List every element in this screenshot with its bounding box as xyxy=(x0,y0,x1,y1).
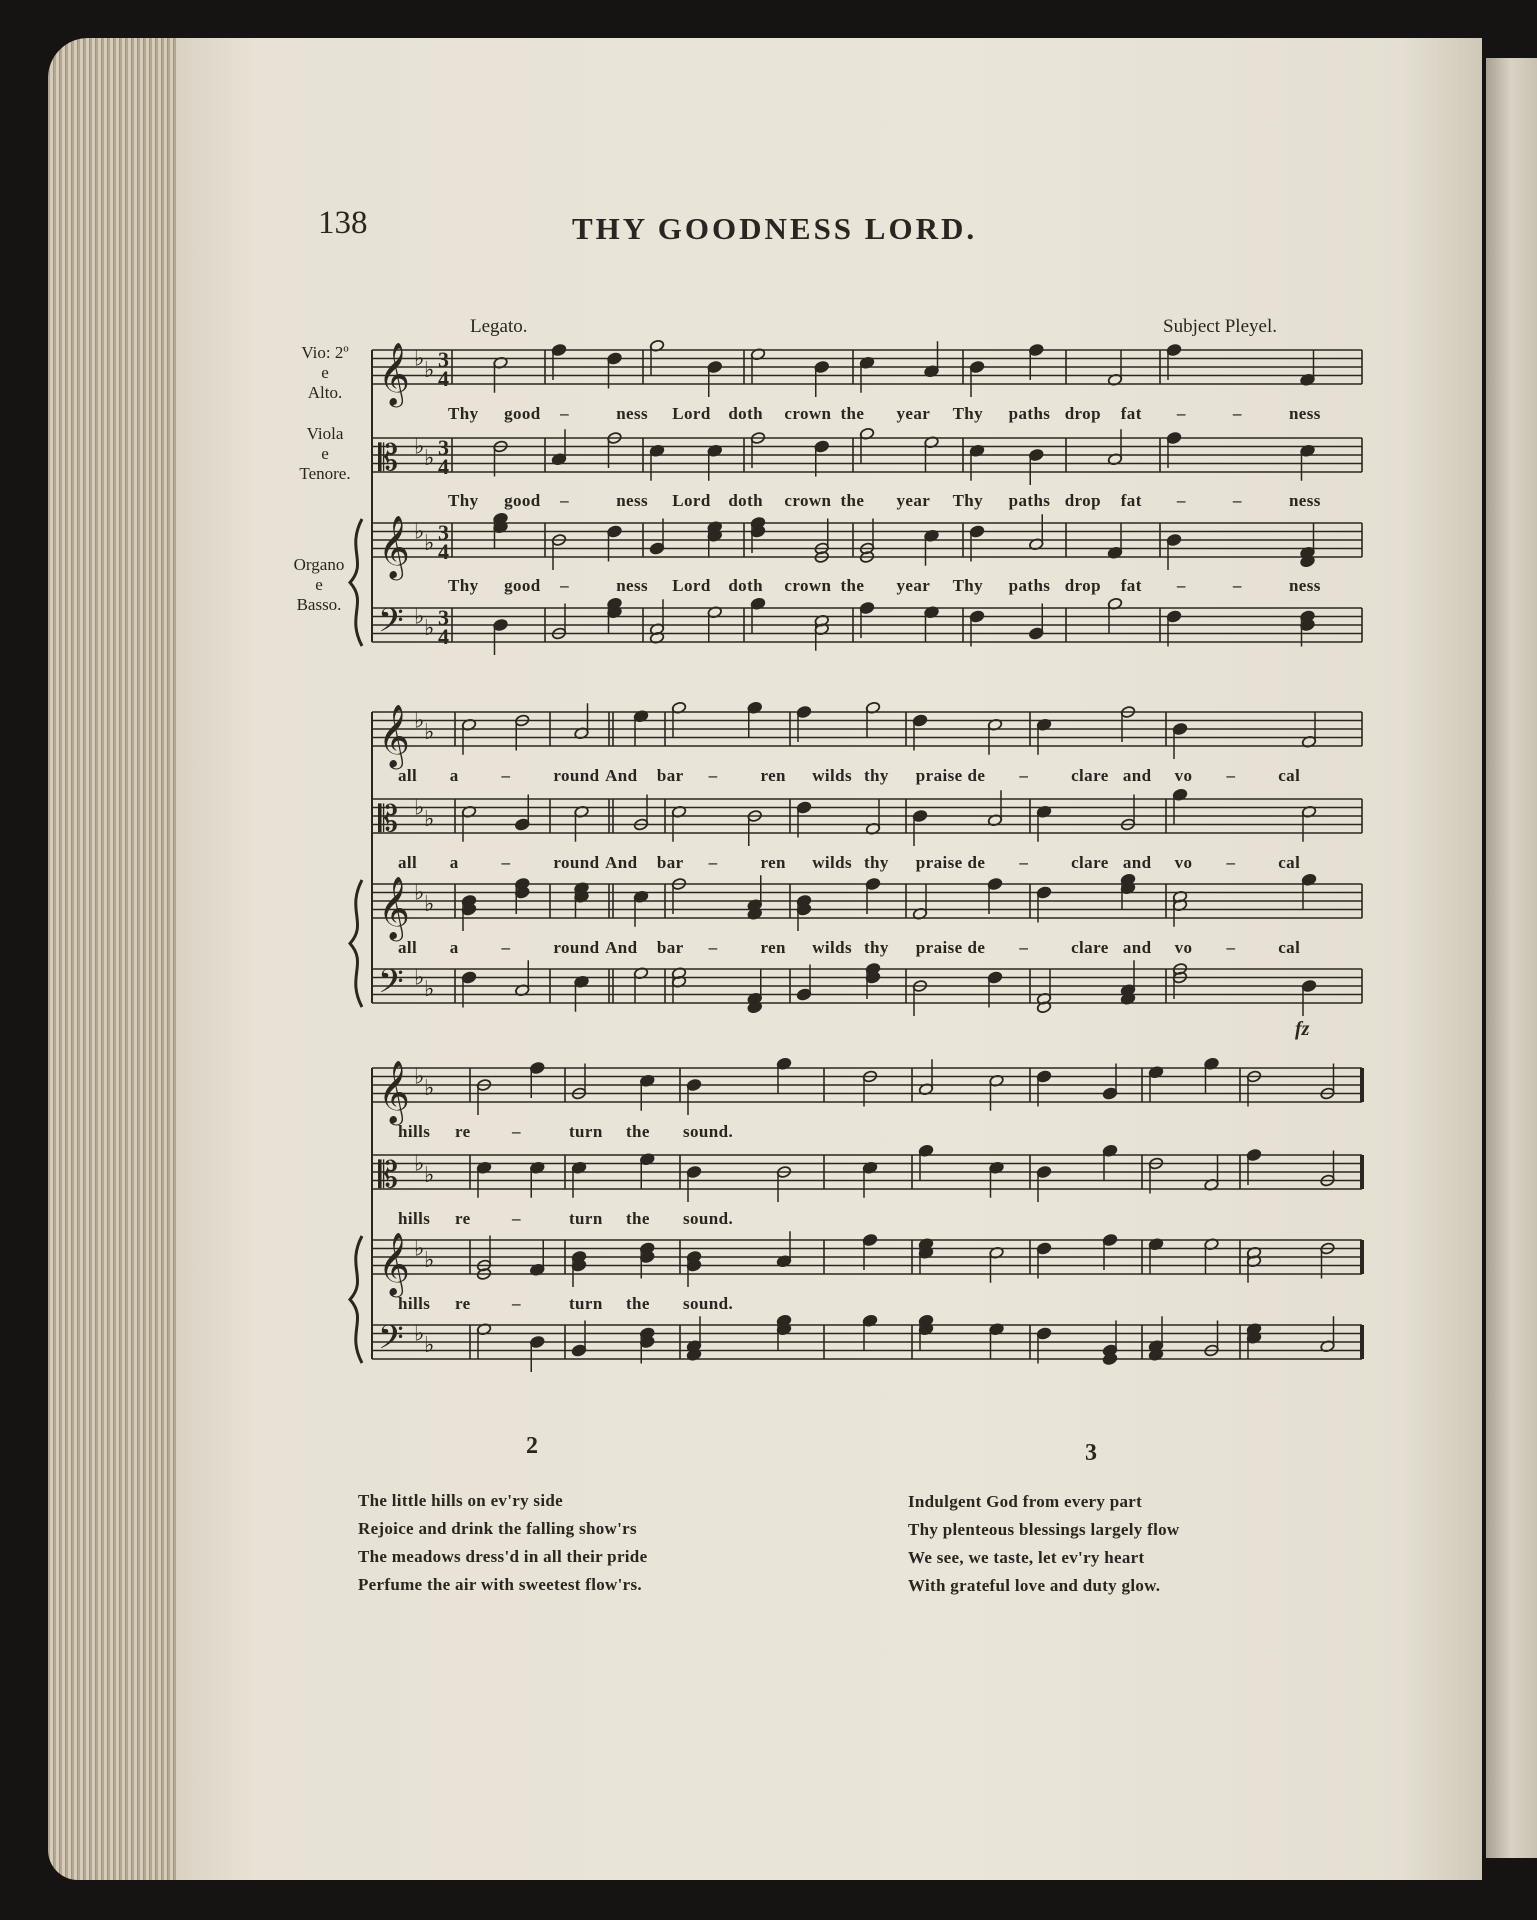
verse-2-line-1: The little hills on ev'ry side xyxy=(358,1491,563,1510)
lyric-syllable: Thy xyxy=(448,576,479,595)
lyric-syllable: praise xyxy=(915,853,963,872)
verse-2-line-2: Rejoice and drink the falling show'rs xyxy=(358,1519,637,1538)
lyric-syllable: fat xyxy=(1120,576,1142,595)
flat-icon: ♭ xyxy=(414,795,425,821)
lyric-syllable: ren xyxy=(760,853,786,872)
flat-icon: ♭ xyxy=(414,1064,425,1090)
alto-clef-icon: 𝄡 xyxy=(378,1155,399,1196)
lyric-syllable: wilds xyxy=(812,853,853,872)
flat-icon: ♭ xyxy=(424,616,435,642)
part-label-organ: Organo e Basso. xyxy=(293,555,345,614)
lyric-syllable: – xyxy=(708,938,718,957)
verse-2-line-4: Perfume the air with sweetest flow'rs. xyxy=(358,1575,642,1594)
lyric-syllable: year xyxy=(896,576,931,595)
lyric-syllable: crown xyxy=(784,576,832,595)
lyric-syllable: wilds xyxy=(812,766,853,785)
organ-brace xyxy=(350,1236,362,1363)
flat-icon: ♭ xyxy=(424,977,435,1003)
lyric-syllable: hills xyxy=(398,1294,431,1313)
lyric-syllable: fat xyxy=(1120,491,1142,510)
time-signature-top: 3 xyxy=(438,605,449,630)
verse-2 xyxy=(358,1487,647,1599)
lyric-syllable: vo xyxy=(1174,766,1193,785)
bass-clef-icon: 𝄢 xyxy=(378,602,404,648)
lyric-syllable: de xyxy=(967,766,986,785)
lyric-syllable: all xyxy=(398,766,418,785)
lyric-syllable: Lord xyxy=(672,576,711,595)
lyric-syllable: And xyxy=(605,766,638,785)
verse-number-3: 3 xyxy=(1085,1440,1097,1466)
flat-icon: ♭ xyxy=(414,519,425,545)
lyric-syllable: thy xyxy=(864,853,889,872)
lyric-syllable: wilds xyxy=(812,938,853,957)
lyric-syllable: round xyxy=(553,853,600,872)
lyric-syllable: ren xyxy=(760,938,786,957)
lyric-syllable: sound. xyxy=(683,1294,734,1313)
lyric-syllable: year xyxy=(896,404,931,423)
lyric-syllable: all xyxy=(398,938,418,957)
lyric-syllable: sound. xyxy=(683,1122,734,1141)
lyric-syllable: paths xyxy=(1008,576,1051,595)
lyric-syllable: the xyxy=(840,404,865,423)
flat-icon: ♭ xyxy=(424,1163,435,1189)
composer-credit: Subject Pleyel. xyxy=(1163,316,1277,337)
lyric-syllable: de xyxy=(967,853,986,872)
flat-icon: ♭ xyxy=(414,1151,425,1177)
dynamic-marking: fz xyxy=(1295,1018,1310,1040)
tempo-marking: Legato. xyxy=(470,316,528,337)
lyric-syllable: year xyxy=(896,491,931,510)
bass-clef-icon: 𝄢 xyxy=(378,1319,404,1365)
lyric-syllable: – xyxy=(1226,938,1236,957)
lyric-syllable: all xyxy=(398,853,418,872)
lyric-syllable: thy xyxy=(864,938,889,957)
lyric-syllable: – xyxy=(512,1122,521,1141)
verse-3-line-2: Thy plenteous blessings largely flow xyxy=(908,1520,1180,1539)
lyric-syllable: praise xyxy=(915,766,963,785)
lyric-syllable: hills xyxy=(398,1122,431,1141)
lyric-syllable: ness xyxy=(1288,491,1321,510)
flat-icon: ♭ xyxy=(424,1248,435,1274)
verse-2-line-3: The meadows dress'd in all their pride xyxy=(358,1547,648,1566)
part-label-alto: Vio: 2º e Alto. xyxy=(301,343,349,402)
lyric-syllable: turn xyxy=(569,1209,603,1228)
lyric-syllable: ness xyxy=(1288,404,1321,423)
lyric-syllable: and xyxy=(1122,853,1152,872)
lyric-syllable: Thy xyxy=(952,576,984,595)
lyric-syllable: – xyxy=(1232,491,1242,510)
lyric-syllable: – xyxy=(501,766,511,785)
lyric-syllable: Lord xyxy=(672,404,711,423)
lyric-syllable: ness xyxy=(616,404,649,423)
flat-icon: ♭ xyxy=(414,346,425,372)
lyric-syllable: – xyxy=(501,938,511,957)
lyric-syllable: – xyxy=(512,1209,521,1228)
page-title: THY GOODNESS LORD. xyxy=(572,211,978,246)
flat-icon: ♭ xyxy=(414,434,425,460)
treble-clef-icon: 𝄞 xyxy=(378,515,410,578)
flat-icon: ♭ xyxy=(424,358,435,384)
lyric-syllable: praise xyxy=(915,938,963,957)
time-signature-top: 3 xyxy=(438,520,449,545)
lyric-syllable: Lord xyxy=(672,491,711,510)
lyric-syllable: and xyxy=(1122,938,1152,957)
lyric-syllable: – xyxy=(1226,853,1236,872)
lyric-syllable: bar xyxy=(656,938,684,957)
lyric-syllable: And xyxy=(605,938,638,957)
lyric-syllable: fat xyxy=(1120,404,1142,423)
treble-clef-icon: 𝄞 xyxy=(378,1060,410,1123)
lyric-syllable: round xyxy=(553,766,600,785)
lyric-syllable: round xyxy=(553,938,600,957)
lyric-syllable: – xyxy=(1226,766,1236,785)
lyric-syllable: clare xyxy=(1071,938,1109,957)
lyric-syllable: bar xyxy=(656,853,684,872)
flat-icon: ♭ xyxy=(414,708,425,734)
treble-clef-icon: 𝄞 xyxy=(378,342,410,405)
lyric-syllable: the xyxy=(626,1122,650,1141)
verse-3-line-4: With grateful love and duty glow. xyxy=(908,1576,1161,1595)
flat-icon: ♭ xyxy=(424,531,435,557)
lyric-syllable: re xyxy=(455,1294,471,1313)
verse-3-line-1: Indulgent God from every part xyxy=(908,1492,1143,1511)
verse-3-line-3: We see, we taste, let ev'ry heart xyxy=(908,1548,1145,1567)
lyric-syllable: cal xyxy=(1278,766,1301,785)
bass-clef-icon: 𝄢 xyxy=(378,963,404,1009)
lyric-syllable: thy xyxy=(864,766,889,785)
lyric-syllable: – xyxy=(1019,766,1029,785)
lyric-syllable: – xyxy=(1176,404,1186,423)
lyric-syllable: bar xyxy=(656,766,684,785)
lyric-syllable: drop xyxy=(1064,491,1101,510)
lyric-syllable: vo xyxy=(1174,938,1193,957)
organ-brace xyxy=(350,880,362,1007)
flat-icon: ♭ xyxy=(414,1236,425,1262)
verse-number-2: 2 xyxy=(526,1433,538,1459)
treble-clef-icon: 𝄞 xyxy=(378,704,410,767)
flat-icon: ♭ xyxy=(414,965,425,991)
lyric-syllable: crown xyxy=(784,491,832,510)
lyric-syllable: re xyxy=(455,1209,471,1228)
treble-clef-icon: 𝄞 xyxy=(378,876,410,939)
lyric-syllable: good xyxy=(504,491,541,510)
lyric-syllable: de xyxy=(967,938,986,957)
lyric-syllable: doth xyxy=(728,404,763,423)
time-signature-bottom: 4 xyxy=(438,624,449,649)
lyric-syllable: – xyxy=(560,491,570,510)
flat-icon: ♭ xyxy=(424,1333,435,1359)
lyric-syllable: crown xyxy=(784,404,832,423)
lyric-syllable: the xyxy=(840,491,865,510)
lyric-syllable: good xyxy=(504,576,541,595)
verse-3 xyxy=(908,1488,1180,1600)
lyric-syllable: – xyxy=(501,853,511,872)
lyric-syllable: clare xyxy=(1071,853,1109,872)
flat-icon: ♭ xyxy=(424,720,435,746)
flat-icon: ♭ xyxy=(424,807,435,833)
lyric-syllable: cal xyxy=(1278,853,1301,872)
flat-icon: ♭ xyxy=(414,604,425,630)
time-signature-top: 3 xyxy=(438,347,449,372)
lyric-syllable: drop xyxy=(1064,404,1101,423)
lyric-syllable: – xyxy=(1232,576,1242,595)
lyric-syllable: clare xyxy=(1071,766,1109,785)
lyric-syllable: the xyxy=(626,1209,650,1228)
lyric-syllable: – xyxy=(560,404,570,423)
lyric-syllable: – xyxy=(1019,938,1029,957)
lyric-syllable: – xyxy=(1232,404,1242,423)
lyric-syllable: ness xyxy=(616,491,649,510)
lyric-syllable: doth xyxy=(728,576,763,595)
organ-brace xyxy=(350,519,362,646)
lyric-syllable: doth xyxy=(728,491,763,510)
page-number: 138 xyxy=(318,205,368,241)
lyric-syllable: Thy xyxy=(952,404,984,423)
lyric-syllable: re xyxy=(455,1122,471,1141)
lyric-syllable: vo xyxy=(1174,853,1193,872)
time-signature-bottom: 4 xyxy=(438,539,449,564)
flat-icon: ♭ xyxy=(414,1321,425,1347)
lyric-syllable: paths xyxy=(1008,491,1051,510)
treble-clef-icon: 𝄞 xyxy=(378,1232,410,1295)
lyric-syllable: a xyxy=(449,853,459,872)
lyric-syllable: cal xyxy=(1278,938,1301,957)
lyric-syllable: a xyxy=(449,938,459,957)
lyric-syllable: ness xyxy=(616,576,649,595)
alto-clef-icon: 𝄡 xyxy=(378,438,399,479)
flat-icon: ♭ xyxy=(424,1076,435,1102)
lyric-syllable: – xyxy=(708,853,718,872)
lyric-syllable: turn xyxy=(569,1294,603,1313)
lyric-syllable: Thy xyxy=(448,404,479,423)
time-signature-bottom: 4 xyxy=(438,366,449,391)
part-label-tenor: Viola e Tenore. xyxy=(299,424,351,483)
lyric-syllable: paths xyxy=(1008,404,1051,423)
lyric-syllable: – xyxy=(708,766,718,785)
lyric-syllable: Thy xyxy=(448,491,479,510)
lyric-syllable: – xyxy=(1176,576,1186,595)
lyric-syllable: – xyxy=(512,1294,521,1313)
lyric-syllable: the xyxy=(626,1294,650,1313)
lyric-syllable: ness xyxy=(1288,576,1321,595)
lyric-syllable: good xyxy=(504,404,541,423)
lyric-syllable: a xyxy=(449,766,459,785)
flat-icon: ♭ xyxy=(424,892,435,918)
time-signature-bottom: 4 xyxy=(438,454,449,479)
lyric-syllable: turn xyxy=(569,1122,603,1141)
lyric-syllable: sound. xyxy=(683,1209,734,1228)
alto-clef-icon: 𝄡 xyxy=(378,799,399,840)
flat-icon: ♭ xyxy=(414,880,425,906)
lyric-syllable: – xyxy=(1019,853,1029,872)
flat-icon: ♭ xyxy=(424,446,435,472)
lyric-syllable: Thy xyxy=(952,491,984,510)
lyric-syllable: and xyxy=(1122,766,1152,785)
time-signature-top: 3 xyxy=(438,435,449,460)
lyric-syllable: the xyxy=(840,576,865,595)
lyric-syllable: drop xyxy=(1064,576,1101,595)
lyric-syllable: hills xyxy=(398,1209,431,1228)
lyric-syllable: And xyxy=(605,853,638,872)
lyric-syllable: – xyxy=(1176,491,1186,510)
lyric-syllable: – xyxy=(560,576,570,595)
lyric-syllable: ren xyxy=(760,766,786,785)
